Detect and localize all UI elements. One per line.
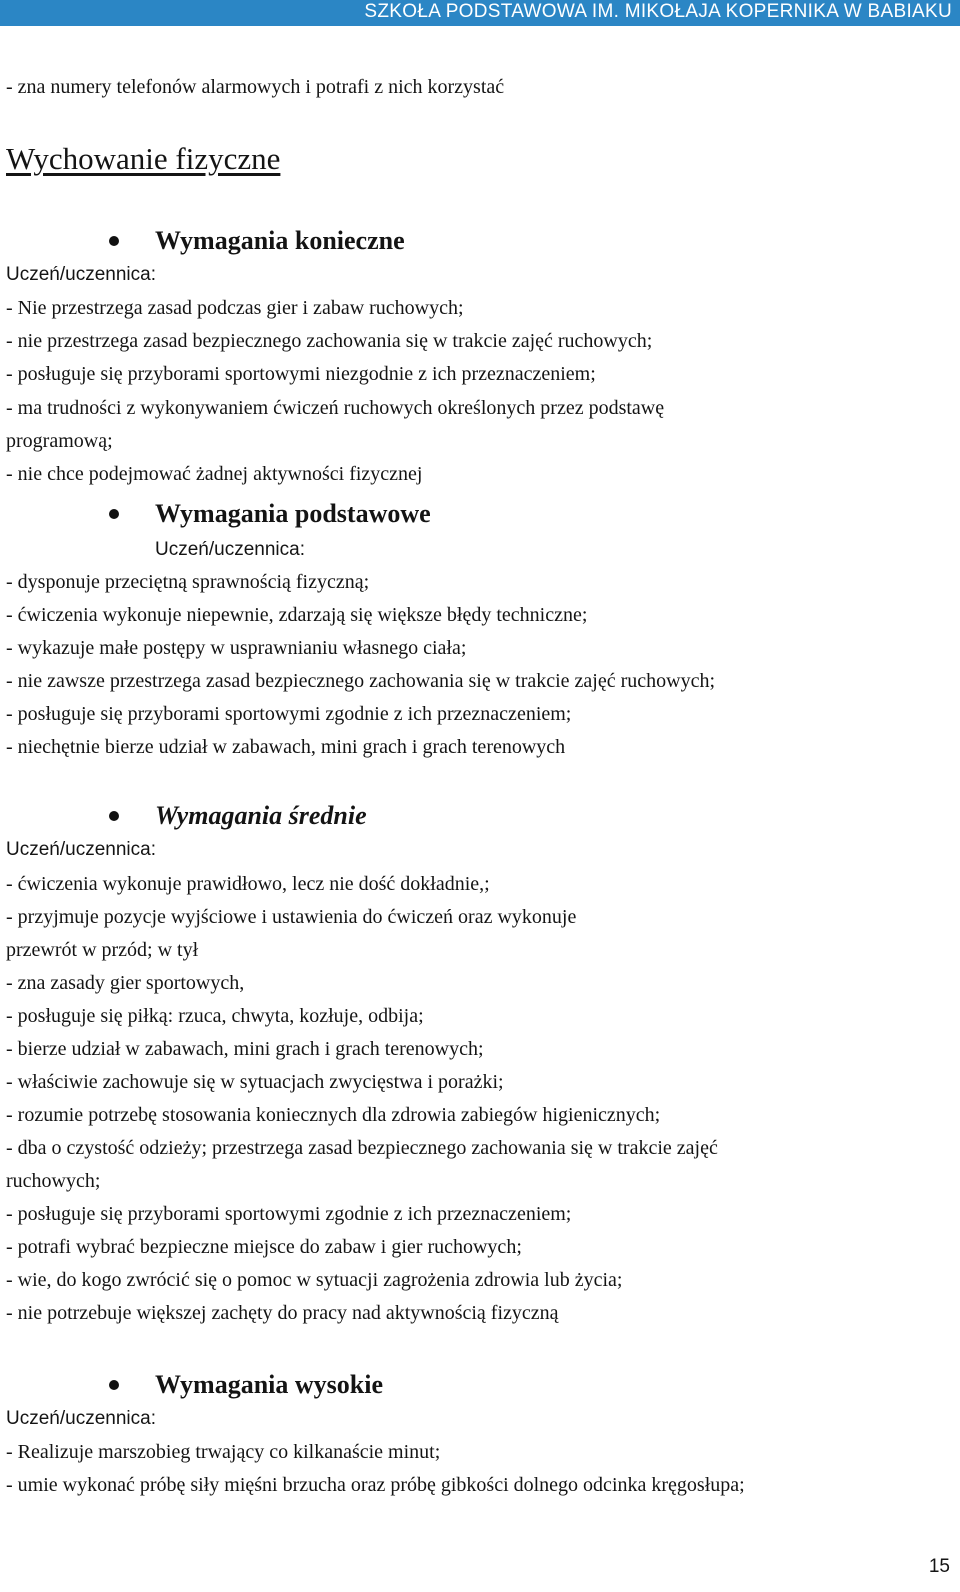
list-item: - wie, do kogo zwrócić się o pomoc w sytuacji zagrożenia zdrowia lub życia; xyxy=(6,1269,623,1291)
bullet-icon xyxy=(109,236,119,246)
list-item: - nie potrzebuje większej zachęty do pracy nad aktywnością fizyczną xyxy=(6,1302,559,1324)
list-item: - ma trudności z wykonywaniem ćwiczeń ruchowych określonych przez podstawę xyxy=(6,397,665,419)
section-label: Uczeń/uczennica: xyxy=(6,839,156,860)
section-label: Uczeń/uczennica: xyxy=(155,539,305,560)
bullet-icon xyxy=(109,1380,119,1390)
list-item: ruchowych; xyxy=(6,1170,101,1192)
list-item: - zna zasady gier sportowych, xyxy=(6,972,245,994)
list-item: - posługuje się przyborami sportowymi zgodnie z ich przeznaczeniem; xyxy=(6,703,572,725)
section-heading-podstawowe: Wymagania podstawowe xyxy=(155,499,431,528)
list-item: - dba o czystość odzieży; przestrzega zasad bezpiecznego zachowania się w trakcie zajęć xyxy=(6,1137,718,1159)
bullet-icon xyxy=(109,811,119,821)
section-heading-wysokie: Wymagania wysokie xyxy=(155,1370,383,1399)
list-item: - posługuje się przyborami sportowymi niezgodnie z ich przeznaczeniem; xyxy=(6,363,596,385)
intro-line: - zna numery telefonów alarmowych i potrafi z nich korzystać xyxy=(6,76,505,98)
list-item: - bierze udział w zabawach, mini grach i grach terenowych; xyxy=(6,1038,484,1060)
list-item: - niechętnie bierze udział w zabawach, mini grach i grach terenowych xyxy=(6,736,566,758)
list-item: - potrafi wybrać bezpieczne miejsce do zabaw i gier ruchowych; xyxy=(6,1236,522,1258)
list-item: - Realizuje marszobieg trwający co kilkanaście minut; xyxy=(6,1441,441,1463)
list-item: - ćwiczenia wykonuje prawidłowo, lecz nie dość dokładnie,; xyxy=(6,873,490,895)
list-item: - właściwie zachowuje się w sytuacjach zwycięstwa i porażki; xyxy=(6,1071,504,1093)
list-item: - posługuje się przyborami sportowymi zgodnie z ich przeznaczeniem; xyxy=(6,1203,572,1225)
list-item: - Nie przestrzega zasad podczas gier i zabaw ruchowych; xyxy=(6,297,464,319)
list-item: - nie przestrzega zasad bezpiecznego zachowania się w trakcie zajęć ruchowych; xyxy=(6,330,653,352)
page-title: Wychowanie fizyczne xyxy=(6,141,281,176)
school-name: SZKOŁA PODSTAWOWA IM. MIKOŁAJA KOPERNIKA W BABIAKU xyxy=(364,1,952,22)
list-item: - umie wykonać próbę siły mięśni brzucha oraz próbę gibkości dolnego odcinka kręgosłupa; xyxy=(6,1474,745,1496)
page-number: 15 xyxy=(928,1556,950,1577)
list-item: - przyjmuje pozycje wyjściowe i ustawienia do ćwiczeń oraz wykonuje xyxy=(6,906,577,928)
bullet-icon xyxy=(109,509,119,519)
list-item: - nie zawsze przestrzega zasad bezpiecznego zachowania się w trakcie zajęć ruchowych; xyxy=(6,670,716,692)
list-item: - dysponuje przeciętną sprawnością fizyczną; xyxy=(6,571,370,593)
list-item: - ćwiczenia wykonuje niepewnie, zdarzają się większe błędy techniczne; xyxy=(6,604,588,626)
section-label: Uczeń/uczennica: xyxy=(6,1408,156,1429)
section-heading-konieczne: Wymagania konieczne xyxy=(155,226,405,255)
list-item: - wykazuje małe postępy w usprawnianiu własnego ciała; xyxy=(6,637,467,659)
list-item: - nie chce podejmować żadnej aktywności fizycznej xyxy=(6,463,423,485)
section-label: Uczeń/uczennica: xyxy=(6,264,156,285)
list-item: przewrót w przód; w tył xyxy=(6,939,199,961)
list-item: - rozumie potrzebę stosowania koniecznych dla zdrowia zabiegów higienicznych; xyxy=(6,1104,661,1126)
list-item: programową; xyxy=(6,430,113,452)
section-heading-srednie: Wymagania średnie xyxy=(155,801,367,830)
list-item: - posługuje się piłką: rzuca, chwyta, kozłuje, odbija; xyxy=(6,1005,424,1027)
header-bar xyxy=(0,0,960,26)
